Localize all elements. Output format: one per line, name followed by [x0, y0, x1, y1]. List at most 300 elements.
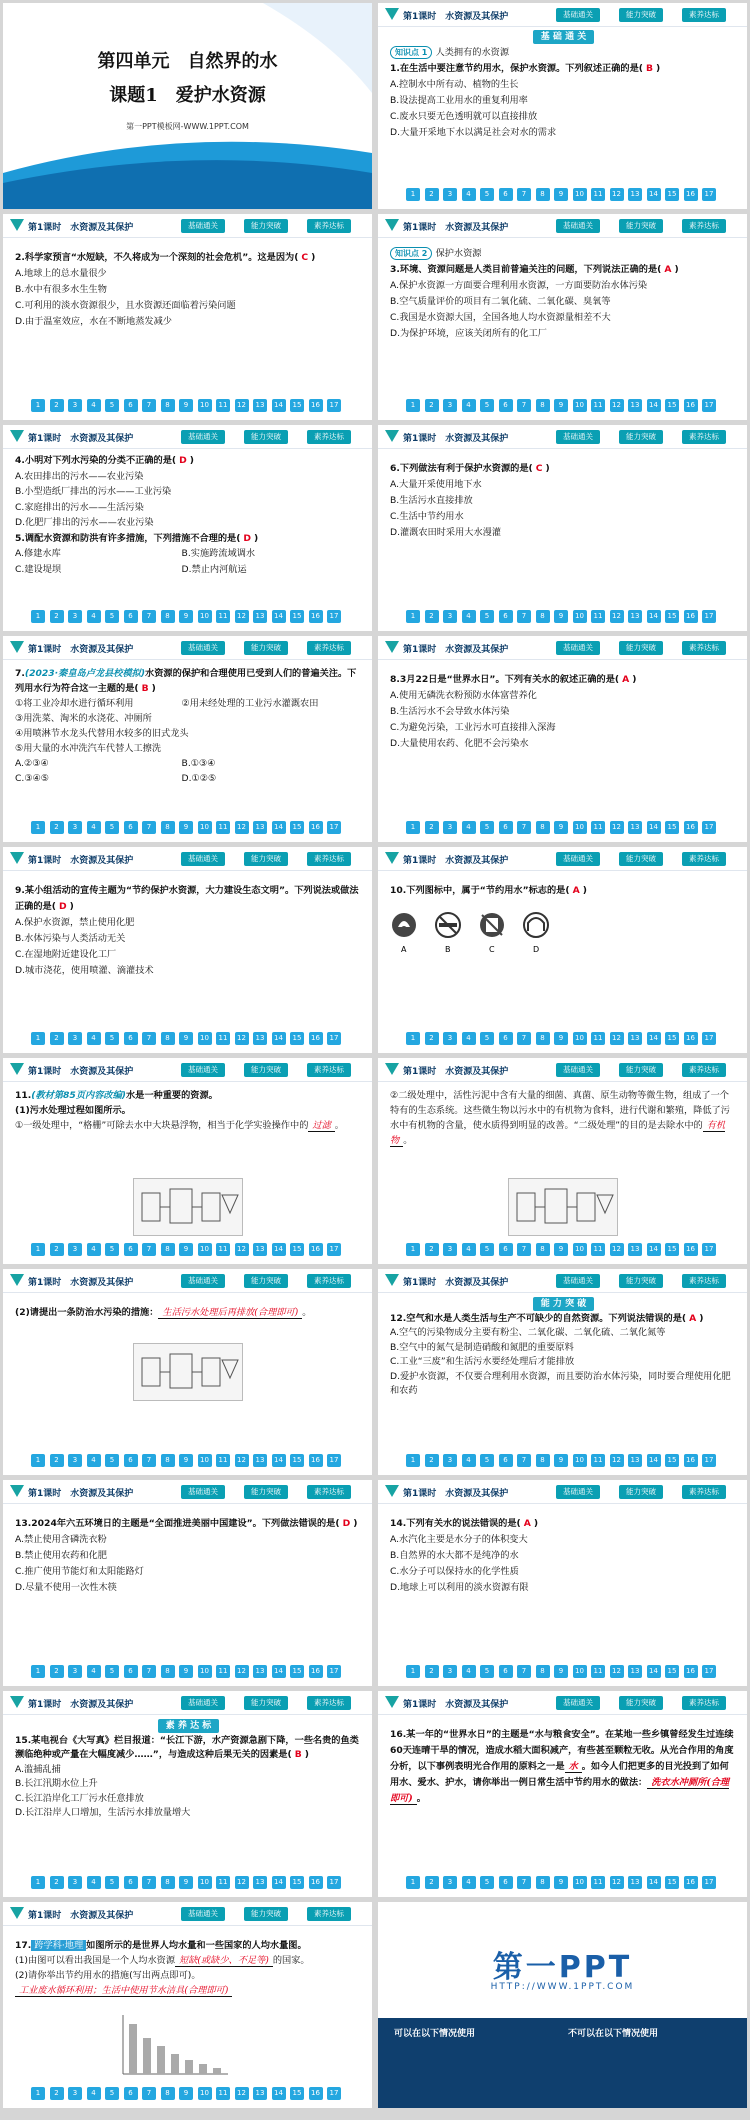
page-button-6[interactable]: 6 — [124, 1454, 138, 1467]
page-button-14[interactable]: 14 — [647, 1454, 661, 1467]
page-button-16[interactable]: 16 — [684, 821, 698, 834]
page-button-3[interactable]: 3 — [443, 1032, 457, 1045]
page-button-8[interactable]: 8 — [161, 2087, 175, 2100]
page-button-14[interactable]: 14 — [272, 399, 286, 412]
page-button-5[interactable]: 5 — [480, 188, 494, 201]
tab-ability[interactable]: 能力突破 — [619, 219, 663, 233]
page-button-10[interactable]: 10 — [198, 821, 212, 834]
page-button-7[interactable]: 7 — [517, 821, 531, 834]
page-button-16[interactable]: 16 — [309, 1032, 323, 1045]
page-button-9[interactable]: 9 — [554, 821, 568, 834]
page-button-15[interactable]: 15 — [665, 610, 679, 623]
page-button-7[interactable]: 7 — [142, 1454, 156, 1467]
page-button-15[interactable]: 15 — [290, 610, 304, 623]
page-button-8[interactable]: 8 — [536, 821, 550, 834]
page-button-1[interactable]: 1 — [31, 610, 45, 623]
page-button-2[interactable]: 2 — [425, 610, 439, 623]
tab-basic[interactable]: 基础通关 — [556, 1696, 600, 1710]
page-button-6[interactable]: 6 — [499, 610, 513, 623]
page-button-2[interactable]: 2 — [425, 1032, 439, 1045]
tab-ability[interactable]: 能力突破 — [244, 1907, 288, 1921]
page-button-1[interactable]: 1 — [406, 1876, 420, 1889]
page-button-5[interactable]: 5 — [105, 1876, 119, 1889]
page-button-12[interactable]: 12 — [610, 821, 624, 834]
tab-ability[interactable]: 能力突破 — [244, 1696, 288, 1710]
page-button-5[interactable]: 5 — [105, 610, 119, 623]
page-button-16[interactable]: 16 — [309, 1876, 323, 1889]
page-button-14[interactable]: 14 — [272, 2087, 286, 2100]
page-button-16[interactable]: 16 — [684, 188, 698, 201]
page-button-11[interactable]: 11 — [591, 1876, 605, 1889]
page-button-12[interactable]: 12 — [235, 821, 249, 834]
page-button-15[interactable]: 15 — [290, 1876, 304, 1889]
tab-basic[interactable]: 基础通关 — [181, 219, 225, 233]
page-button-13[interactable]: 13 — [253, 2087, 267, 2100]
page-button-9[interactable]: 9 — [554, 610, 568, 623]
page-button-3[interactable]: 3 — [68, 1665, 82, 1678]
page-button-8[interactable]: 8 — [161, 610, 175, 623]
page-button-11[interactable]: 11 — [591, 1454, 605, 1467]
page-button-15[interactable]: 15 — [665, 821, 679, 834]
page-button-3[interactable]: 3 — [68, 610, 82, 623]
page-button-13[interactable]: 13 — [628, 188, 642, 201]
page-button-9[interactable]: 9 — [179, 610, 193, 623]
page-button-14[interactable]: 14 — [647, 821, 661, 834]
page-button-5[interactable]: 5 — [480, 1032, 494, 1045]
page-button-14[interactable]: 14 — [272, 1243, 286, 1256]
page-button-13[interactable]: 13 — [253, 399, 267, 412]
page-button-17[interactable]: 17 — [327, 1243, 341, 1256]
page-button-4[interactable]: 4 — [87, 1876, 101, 1889]
page-button-4[interactable]: 4 — [462, 610, 476, 623]
page-button-10[interactable]: 10 — [573, 1665, 587, 1678]
page-button-17[interactable]: 17 — [327, 1454, 341, 1467]
page-button-15[interactable]: 15 — [290, 1243, 304, 1256]
page-button-13[interactable]: 13 — [253, 1243, 267, 1256]
page-button-10[interactable]: 10 — [198, 2087, 212, 2100]
tab-basic[interactable]: 基础通关 — [181, 1485, 225, 1499]
tab-literacy[interactable]: 素养达标 — [307, 852, 351, 866]
page-button-16[interactable]: 16 — [684, 1454, 698, 1467]
page-button-3[interactable]: 3 — [68, 1243, 82, 1256]
page-button-2[interactable]: 2 — [50, 399, 64, 412]
page-button-14[interactable]: 14 — [272, 821, 286, 834]
page-button-11[interactable]: 11 — [591, 610, 605, 623]
page-button-15[interactable]: 15 — [290, 1032, 304, 1045]
page-button-7[interactable]: 7 — [517, 399, 531, 412]
page-button-1[interactable]: 1 — [31, 2087, 45, 2100]
tab-literacy[interactable]: 素养达标 — [682, 8, 726, 22]
page-button-17[interactable]: 17 — [702, 1032, 716, 1045]
page-button-17[interactable]: 17 — [702, 1665, 716, 1678]
page-button-10[interactable]: 10 — [198, 1032, 212, 1045]
page-button-14[interactable]: 14 — [647, 1665, 661, 1678]
page-button-8[interactable]: 8 — [161, 1243, 175, 1256]
page-button-15[interactable]: 15 — [665, 1665, 679, 1678]
page-button-5[interactable]: 5 — [480, 399, 494, 412]
page-button-17[interactable]: 17 — [702, 821, 716, 834]
page-button-1[interactable]: 1 — [31, 1243, 45, 1256]
page-button-6[interactable]: 6 — [499, 1876, 513, 1889]
page-button-7[interactable]: 7 — [142, 1243, 156, 1256]
page-button-14[interactable]: 14 — [272, 1032, 286, 1045]
page-button-9[interactable]: 9 — [554, 1665, 568, 1678]
tab-basic[interactable]: 基础通关 — [181, 1274, 225, 1288]
page-button-3[interactable]: 3 — [68, 821, 82, 834]
page-button-11[interactable]: 11 — [591, 821, 605, 834]
page-button-13[interactable]: 13 — [253, 610, 267, 623]
page-button-8[interactable]: 8 — [536, 1243, 550, 1256]
tab-basic[interactable]: 基础通关 — [556, 852, 600, 866]
page-button-6[interactable]: 6 — [499, 1665, 513, 1678]
page-button-17[interactable]: 17 — [702, 188, 716, 201]
page-button-4[interactable]: 4 — [462, 1876, 476, 1889]
page-button-14[interactable]: 14 — [272, 610, 286, 623]
page-button-16[interactable]: 16 — [309, 1665, 323, 1678]
page-button-2[interactable]: 2 — [425, 1454, 439, 1467]
page-button-7[interactable]: 7 — [517, 1665, 531, 1678]
page-button-16[interactable]: 16 — [684, 610, 698, 623]
tab-basic[interactable]: 基础通关 — [556, 641, 600, 655]
tab-basic[interactable]: 基础通关 — [181, 852, 225, 866]
page-button-5[interactable]: 5 — [480, 1243, 494, 1256]
page-button-9[interactable]: 9 — [179, 2087, 193, 2100]
page-button-14[interactable]: 14 — [272, 1876, 286, 1889]
page-button-1[interactable]: 1 — [406, 610, 420, 623]
page-button-14[interactable]: 14 — [647, 399, 661, 412]
page-button-2[interactable]: 2 — [425, 1876, 439, 1889]
page-button-11[interactable]: 11 — [591, 1665, 605, 1678]
tab-ability[interactable]: 能力突破 — [244, 852, 288, 866]
page-button-14[interactable]: 14 — [647, 1032, 661, 1045]
page-button-16[interactable]: 16 — [684, 1243, 698, 1256]
page-button-12[interactable]: 12 — [235, 399, 249, 412]
page-button-10[interactable]: 10 — [573, 188, 587, 201]
page-button-11[interactable]: 11 — [216, 1665, 230, 1678]
tab-literacy[interactable]: 素养达标 — [682, 852, 726, 866]
page-button-16[interactable]: 16 — [309, 1243, 323, 1256]
page-button-3[interactable]: 3 — [443, 610, 457, 623]
page-button-8[interactable]: 8 — [161, 399, 175, 412]
tab-ability[interactable]: 能力突破 — [244, 430, 288, 444]
page-button-3[interactable]: 3 — [68, 1032, 82, 1045]
page-button-5[interactable]: 5 — [105, 1032, 119, 1045]
page-button-1[interactable]: 1 — [406, 1454, 420, 1467]
page-button-16[interactable]: 16 — [309, 2087, 323, 2100]
page-button-12[interactable]: 12 — [610, 1243, 624, 1256]
page-button-15[interactable]: 15 — [665, 399, 679, 412]
page-button-4[interactable]: 4 — [87, 2087, 101, 2100]
page-button-1[interactable]: 1 — [406, 821, 420, 834]
page-button-3[interactable]: 3 — [443, 1665, 457, 1678]
tab-ability[interactable]: 能力突破 — [244, 641, 288, 655]
page-button-1[interactable]: 1 — [31, 1454, 45, 1467]
page-button-17[interactable]: 17 — [327, 821, 341, 834]
tab-basic[interactable]: 基础通关 — [556, 430, 600, 444]
page-button-4[interactable]: 4 — [462, 1665, 476, 1678]
page-button-16[interactable]: 16 — [684, 1876, 698, 1889]
page-button-5[interactable]: 5 — [105, 1665, 119, 1678]
page-button-2[interactable]: 2 — [425, 1243, 439, 1256]
page-button-13[interactable]: 13 — [628, 1454, 642, 1467]
page-button-12[interactable]: 12 — [610, 188, 624, 201]
page-button-5[interactable]: 5 — [105, 1454, 119, 1467]
page-button-15[interactable]: 15 — [665, 1876, 679, 1889]
page-button-13[interactable]: 13 — [253, 1876, 267, 1889]
page-button-3[interactable]: 3 — [443, 821, 457, 834]
page-button-6[interactable]: 6 — [124, 1032, 138, 1045]
page-button-17[interactable]: 17 — [702, 399, 716, 412]
page-button-12[interactable]: 12 — [235, 2087, 249, 2100]
page-button-14[interactable]: 14 — [272, 1665, 286, 1678]
page-button-4[interactable]: 4 — [462, 1243, 476, 1256]
page-button-6[interactable]: 6 — [499, 1032, 513, 1045]
page-button-11[interactable]: 11 — [216, 1454, 230, 1467]
page-button-4[interactable]: 4 — [87, 1243, 101, 1256]
page-button-1[interactable]: 1 — [406, 399, 420, 412]
page-button-9[interactable]: 9 — [179, 1454, 193, 1467]
page-button-14[interactable]: 14 — [647, 610, 661, 623]
page-button-7[interactable]: 7 — [517, 1243, 531, 1256]
page-button-3[interactable]: 3 — [443, 399, 457, 412]
tab-literacy[interactable]: 素养达标 — [682, 1485, 726, 1499]
page-button-8[interactable]: 8 — [161, 1032, 175, 1045]
page-button-15[interactable]: 15 — [665, 1454, 679, 1467]
tab-ability[interactable]: 能力突破 — [619, 1485, 663, 1499]
tab-literacy[interactable]: 素养达标 — [307, 219, 351, 233]
page-button-17[interactable]: 17 — [327, 1876, 341, 1889]
page-button-10[interactable]: 10 — [573, 1243, 587, 1256]
page-button-6[interactable]: 6 — [499, 188, 513, 201]
page-button-15[interactable]: 15 — [290, 821, 304, 834]
page-button-4[interactable]: 4 — [462, 399, 476, 412]
page-button-13[interactable]: 13 — [628, 610, 642, 623]
page-button-7[interactable]: 7 — [517, 1032, 531, 1045]
page-button-1[interactable]: 1 — [31, 1876, 45, 1889]
tab-ability[interactable]: 能力突破 — [619, 1063, 663, 1077]
page-button-8[interactable]: 8 — [161, 1454, 175, 1467]
page-button-3[interactable]: 3 — [68, 2087, 82, 2100]
page-button-2[interactable]: 2 — [50, 1665, 64, 1678]
page-button-15[interactable]: 15 — [290, 1665, 304, 1678]
page-button-17[interactable]: 17 — [327, 1032, 341, 1045]
page-button-4[interactable]: 4 — [87, 1454, 101, 1467]
page-button-13[interactable]: 13 — [628, 1876, 642, 1889]
page-button-5[interactable]: 5 — [480, 821, 494, 834]
page-button-6[interactable]: 6 — [499, 1243, 513, 1256]
page-button-10[interactable]: 10 — [573, 1876, 587, 1889]
page-button-3[interactable]: 3 — [68, 399, 82, 412]
page-button-4[interactable]: 4 — [462, 1454, 476, 1467]
page-button-14[interactable]: 14 — [272, 1454, 286, 1467]
page-button-9[interactable]: 9 — [554, 1454, 568, 1467]
page-button-10[interactable]: 10 — [573, 1032, 587, 1045]
page-button-6[interactable]: 6 — [499, 821, 513, 834]
page-button-9[interactable]: 9 — [179, 1665, 193, 1678]
page-button-9[interactable]: 9 — [554, 1243, 568, 1256]
page-button-3[interactable]: 3 — [443, 1454, 457, 1467]
page-button-6[interactable]: 6 — [124, 821, 138, 834]
page-button-16[interactable]: 16 — [309, 399, 323, 412]
page-button-2[interactable]: 2 — [50, 821, 64, 834]
page-button-3[interactable]: 3 — [68, 1454, 82, 1467]
page-button-3[interactable]: 3 — [443, 1243, 457, 1256]
page-button-8[interactable]: 8 — [536, 1032, 550, 1045]
page-button-6[interactable]: 6 — [124, 1665, 138, 1678]
page-button-15[interactable]: 15 — [290, 2087, 304, 2100]
page-button-3[interactable]: 3 — [443, 1876, 457, 1889]
page-button-2[interactable]: 2 — [50, 1032, 64, 1045]
page-button-5[interactable]: 5 — [480, 1876, 494, 1889]
page-button-9[interactable]: 9 — [179, 1243, 193, 1256]
tab-literacy[interactable]: 素养达标 — [307, 1907, 351, 1921]
page-button-17[interactable]: 17 — [327, 399, 341, 412]
page-button-15[interactable]: 15 — [665, 1032, 679, 1045]
page-button-3[interactable]: 3 — [443, 188, 457, 201]
page-button-2[interactable]: 2 — [425, 1665, 439, 1678]
page-button-12[interactable]: 12 — [610, 1665, 624, 1678]
page-button-17[interactable]: 17 — [702, 1876, 716, 1889]
tab-basic[interactable]: 基础通关 — [556, 8, 600, 22]
page-button-13[interactable]: 13 — [628, 1243, 642, 1256]
page-button-5[interactable]: 5 — [105, 2087, 119, 2100]
page-button-7[interactable]: 7 — [142, 1876, 156, 1889]
page-button-5[interactable]: 5 — [105, 1243, 119, 1256]
page-button-2[interactable]: 2 — [425, 399, 439, 412]
tab-ability[interactable]: 能力突破 — [244, 1063, 288, 1077]
page-button-8[interactable]: 8 — [536, 1454, 550, 1467]
page-button-7[interactable]: 7 — [517, 1454, 531, 1467]
page-button-12[interactable]: 12 — [235, 610, 249, 623]
page-button-1[interactable]: 1 — [31, 1032, 45, 1045]
page-button-13[interactable]: 13 — [628, 1665, 642, 1678]
page-button-11[interactable]: 11 — [216, 610, 230, 623]
page-button-5[interactable]: 5 — [105, 399, 119, 412]
page-button-4[interactable]: 4 — [87, 821, 101, 834]
page-button-2[interactable]: 2 — [50, 1876, 64, 1889]
page-button-6[interactable]: 6 — [124, 2087, 138, 2100]
page-button-5[interactable]: 5 — [480, 1454, 494, 1467]
page-button-8[interactable]: 8 — [536, 1665, 550, 1678]
page-button-11[interactable]: 11 — [591, 188, 605, 201]
page-button-13[interactable]: 13 — [253, 1454, 267, 1467]
page-button-9[interactable]: 9 — [554, 1876, 568, 1889]
page-button-7[interactable]: 7 — [142, 821, 156, 834]
page-button-4[interactable]: 4 — [462, 1032, 476, 1045]
page-button-2[interactable]: 2 — [50, 1454, 64, 1467]
page-button-7[interactable]: 7 — [142, 399, 156, 412]
page-button-10[interactable]: 10 — [198, 1876, 212, 1889]
tab-ability[interactable]: 能力突破 — [244, 219, 288, 233]
page-button-12[interactable]: 12 — [610, 610, 624, 623]
page-button-9[interactable]: 9 — [179, 821, 193, 834]
page-button-16[interactable]: 16 — [684, 399, 698, 412]
page-button-6[interactable]: 6 — [124, 399, 138, 412]
tab-basic[interactable]: 基础通关 — [556, 1274, 600, 1288]
page-button-6[interactable]: 6 — [499, 399, 513, 412]
page-button-7[interactable]: 7 — [142, 1032, 156, 1045]
page-button-12[interactable]: 12 — [610, 1454, 624, 1467]
page-button-2[interactable]: 2 — [50, 1243, 64, 1256]
page-button-1[interactable]: 1 — [31, 821, 45, 834]
page-button-10[interactable]: 10 — [198, 399, 212, 412]
page-button-11[interactable]: 11 — [216, 1243, 230, 1256]
page-button-11[interactable]: 11 — [216, 1032, 230, 1045]
page-button-4[interactable]: 4 — [87, 610, 101, 623]
page-button-11[interactable]: 11 — [216, 2087, 230, 2100]
page-button-16[interactable]: 16 — [309, 1454, 323, 1467]
page-button-17[interactable]: 17 — [327, 610, 341, 623]
tab-ability[interactable]: 能力突破 — [619, 1696, 663, 1710]
page-button-12[interactable]: 12 — [610, 1876, 624, 1889]
page-button-11[interactable]: 11 — [591, 1243, 605, 1256]
page-button-8[interactable]: 8 — [161, 1665, 175, 1678]
page-button-14[interactable]: 14 — [647, 1876, 661, 1889]
page-button-11[interactable]: 11 — [591, 399, 605, 412]
page-button-10[interactable]: 10 — [573, 1454, 587, 1467]
page-button-5[interactable]: 5 — [480, 610, 494, 623]
page-button-12[interactable]: 12 — [610, 399, 624, 412]
page-button-15[interactable]: 15 — [290, 399, 304, 412]
tab-basic[interactable]: 基础通关 — [556, 1485, 600, 1499]
page-button-4[interactable]: 4 — [462, 188, 476, 201]
tab-basic[interactable]: 基础通关 — [181, 1696, 225, 1710]
page-button-5[interactable]: 5 — [480, 1665, 494, 1678]
page-button-7[interactable]: 7 — [517, 1876, 531, 1889]
tab-ability[interactable]: 能力突破 — [619, 430, 663, 444]
tab-literacy[interactable]: 素养达标 — [682, 1063, 726, 1077]
page-button-10[interactable]: 10 — [198, 1665, 212, 1678]
page-button-4[interactable]: 4 — [462, 821, 476, 834]
page-button-1[interactable]: 1 — [31, 1665, 45, 1678]
page-button-8[interactable]: 8 — [161, 1876, 175, 1889]
tab-ability[interactable]: 能力突破 — [619, 852, 663, 866]
page-button-7[interactable]: 7 — [517, 610, 531, 623]
page-button-17[interactable]: 17 — [702, 1243, 716, 1256]
page-button-8[interactable]: 8 — [536, 1876, 550, 1889]
page-button-6[interactable]: 6 — [124, 610, 138, 623]
page-button-1[interactable]: 1 — [406, 1665, 420, 1678]
page-button-9[interactable]: 9 — [179, 1876, 193, 1889]
page-button-17[interactable]: 17 — [702, 610, 716, 623]
tab-literacy[interactable]: 素养达标 — [307, 430, 351, 444]
page-button-9[interactable]: 9 — [554, 399, 568, 412]
tab-literacy[interactable]: 素养达标 — [682, 430, 726, 444]
tab-basic[interactable]: 基础通关 — [181, 1063, 225, 1077]
page-button-8[interactable]: 8 — [161, 821, 175, 834]
page-button-7[interactable]: 7 — [142, 2087, 156, 2100]
page-button-16[interactable]: 16 — [684, 1665, 698, 1678]
page-button-1[interactable]: 1 — [406, 1243, 420, 1256]
page-button-4[interactable]: 4 — [87, 1665, 101, 1678]
page-button-16[interactable]: 16 — [309, 821, 323, 834]
page-button-1[interactable]: 1 — [406, 188, 420, 201]
tab-basic[interactable]: 基础通关 — [556, 219, 600, 233]
page-button-12[interactable]: 12 — [235, 1243, 249, 1256]
page-button-13[interactable]: 13 — [628, 821, 642, 834]
tab-literacy[interactable]: 素养达标 — [682, 1274, 726, 1288]
page-button-13[interactable]: 13 — [628, 399, 642, 412]
page-button-17[interactable]: 17 — [327, 1665, 341, 1678]
page-button-13[interactable]: 13 — [253, 1032, 267, 1045]
page-button-9[interactable]: 9 — [179, 399, 193, 412]
page-button-10[interactable]: 10 — [573, 399, 587, 412]
page-button-14[interactable]: 14 — [647, 1243, 661, 1256]
page-button-13[interactable]: 13 — [253, 1665, 267, 1678]
page-button-2[interactable]: 2 — [425, 188, 439, 201]
page-button-6[interactable]: 6 — [499, 1454, 513, 1467]
page-button-2[interactable]: 2 — [50, 2087, 64, 2100]
